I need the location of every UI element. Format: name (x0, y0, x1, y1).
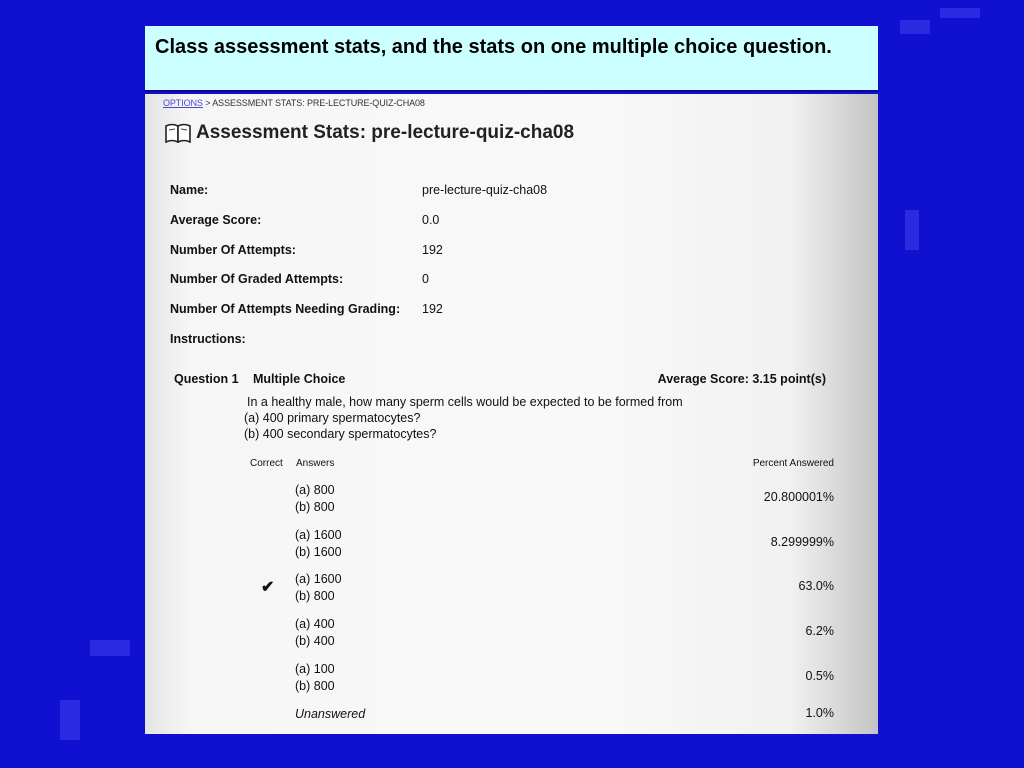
answer-line: (b) 800 (295, 500, 335, 514)
breadcrumb (163, 98, 425, 108)
assessment-stats-page (145, 94, 878, 734)
page-title (165, 122, 574, 144)
question-number: Question 1 (174, 372, 239, 386)
answer-unanswered: Unanswered (295, 707, 366, 721)
book-icon (165, 123, 191, 143)
background-decoration (90, 640, 130, 656)
stat-label: Average Score: (170, 213, 262, 227)
stat-value: pre-lecture-quiz-cha08 (422, 183, 548, 197)
breadcrumb-link-options[interactable]: OPTIONS (163, 98, 203, 108)
question-type: Multiple Choice (253, 372, 346, 386)
question-text-line: (b) 400 secondary spermatocytes? (244, 427, 437, 441)
answer-percent: 0.5% (805, 669, 834, 683)
stat-row-needing-grading (170, 302, 443, 316)
stat-label: Number Of Attempts: (170, 243, 296, 257)
answer-line: (a) 1600 (295, 528, 342, 542)
breadcrumb-separator: > (205, 98, 211, 108)
answer-line: (a) 400 (295, 617, 335, 631)
checkmark-icon: ✔ (261, 579, 275, 596)
stat-row-instructions (170, 332, 422, 346)
stat-value: 192 (422, 243, 443, 257)
page-title-text: Assessment Stats: pre-lecture-quiz-cha08 (196, 122, 575, 143)
stat-value: 192 (422, 302, 443, 316)
question-average-score: Average Score: 3.15 point(s) (657, 372, 826, 386)
stat-row-graded-attempts (170, 272, 429, 286)
answer-percent: 63.0% (798, 579, 834, 593)
answer-line: (b) 800 (295, 679, 335, 693)
stat-row-average-score (170, 213, 440, 227)
column-header-percent: Percent Answered (752, 458, 834, 469)
answer-option-correct (295, 571, 342, 605)
breadcrumb-current: ASSESSMENT STATS: PRE-LECTURE-QUIZ-CHA08 (212, 98, 425, 108)
answer-percent: 20.800001% (763, 490, 834, 504)
answer-option (295, 527, 342, 561)
answer-percent: 8.299999% (770, 535, 834, 549)
answer-percent: 6.2% (805, 624, 834, 638)
stat-label: Number Of Graded Attempts: (170, 272, 344, 286)
column-header-correct: Correct (250, 458, 283, 469)
stat-row-attempts (170, 243, 443, 257)
background-decoration (900, 20, 930, 34)
unanswered-percent: 1.0% (805, 706, 834, 720)
background-decoration (905, 210, 919, 250)
stat-value: 0.0 (422, 213, 440, 227)
answer-line: (b) 1600 (295, 545, 342, 559)
answer-option (295, 482, 335, 516)
stat-value: 0 (422, 272, 429, 286)
question-text (244, 394, 683, 442)
slide-caption: Class assessment stats, and the stats on one multiple choice question. (145, 26, 878, 92)
background-decoration (60, 700, 80, 740)
stat-label: Number Of Attempts Needing Grading: (170, 302, 401, 316)
background-decoration (940, 8, 980, 18)
answer-line: (b) 800 (295, 589, 335, 603)
answer-option (295, 661, 335, 695)
stat-label: Name: (170, 183, 209, 197)
stat-label: Instructions: (170, 332, 246, 346)
question-text-line: (a) 400 primary spermatocytes? (244, 411, 421, 425)
column-header-answers: Answers (296, 458, 335, 469)
answer-line: (b) 400 (295, 634, 335, 648)
question-text-line: In a healthy male, how many sperm cells would be expected to be formed from (247, 395, 683, 409)
answer-option (295, 616, 335, 650)
answer-line: (a) 800 (295, 483, 335, 497)
answer-line: (a) 100 (295, 662, 335, 676)
stat-row-name (170, 183, 548, 197)
answer-line: (a) 1600 (295, 572, 342, 586)
